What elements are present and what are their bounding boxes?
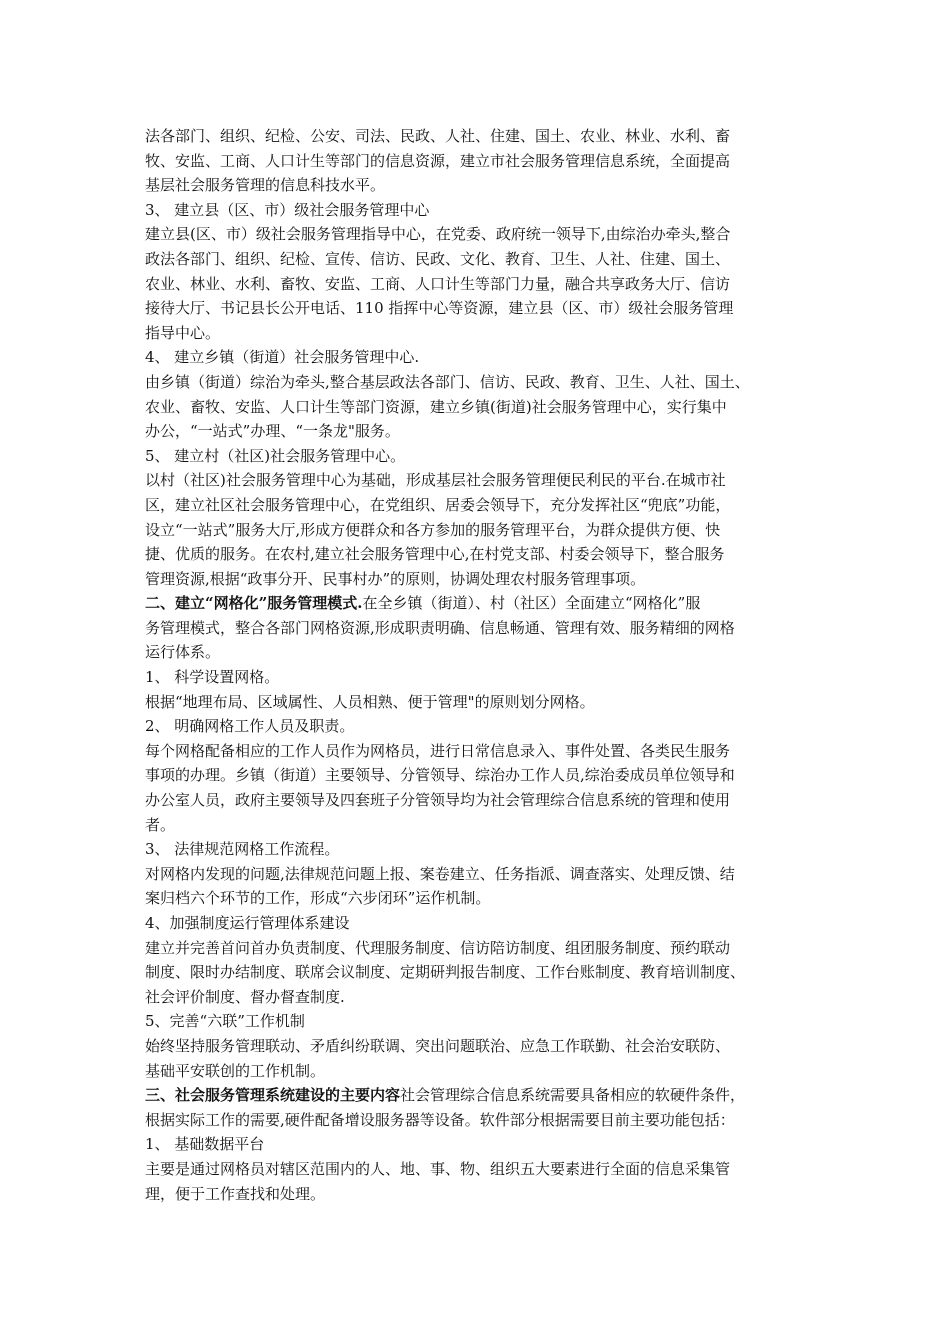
text-line: 根据实际工作的需要,硬件配备增设服务器等设备。软件部分根据需要目前主要功能包括： bbox=[145, 1110, 735, 1129]
text-line: 区，建立社区社会服务管理中心，在党组织、居委会领导下，充分发挥社区“兜底”功能， bbox=[145, 495, 731, 514]
text-line: 指导中心。 bbox=[145, 323, 221, 342]
text-line: 建立县(区、市）级社会服务管理指导中心，在党委、政府统一领导下,由综治办牵头,整合 bbox=[145, 225, 731, 244]
text-line: 根据“地理布局、区域属性、人员相熟、便于管理"的原则划分网格。 bbox=[145, 692, 595, 711]
text-line: 建立并完善首问首办负责制度、代理服务制度、信访陪访制度、组团服务制度、预约联动 bbox=[145, 938, 731, 957]
text-line: 基础平安联创的工作机制。 bbox=[145, 1061, 326, 1080]
text-line: 管理资源,根据“政事分开、民事村办”的原则，协调处理农村服务管理事项。 bbox=[145, 569, 646, 588]
text-line: 始终坚持服务管理联动、矛盾纠纷联调、突出问题联治、应急工作联勤、社会治安联防、 bbox=[145, 1036, 731, 1055]
heading-continuation: 在全乡镇（街道）、村（社区）全面建立“网格化”服 bbox=[362, 594, 701, 613]
section-heading: 5、 建立村（社区)社会服务管理中心。 bbox=[145, 446, 406, 465]
text-line: 接待大厅、书记县长公开电话、110 指挥中心等资源，建立县（区、市）级社会服务管理 bbox=[145, 299, 734, 318]
text-line: 法各部门、组织、纪检、公安、司法、民政、人社、住建、国土、农业、林业、水利、畜 bbox=[145, 127, 731, 145]
text-line: 设立“一站式”服务大厅,形成方便群众和各方参加的服务管理平台，为群众提供方便、快 bbox=[145, 520, 721, 539]
main-heading: 三、社会服务管理系统建设的主要内容 bbox=[145, 1086, 401, 1105]
text-line: 事项的办理。乡镇（街道）主要领导、分管领导、综治办工作人员,综治委成员单位领导和 bbox=[145, 766, 735, 785]
text-line: 社会评价制度、督办督查制度. bbox=[145, 987, 345, 1006]
text-line: 运行体系。 bbox=[145, 643, 221, 662]
text-line: 农业、畜牧、安监、人口计生等部门资源，建立乡镇(街道)社会服务管理中心，实行集中 bbox=[145, 397, 727, 416]
section-heading: 3、 建立县（区、市）级社会服务管理中心 bbox=[145, 200, 430, 219]
section-heading: 5、完善“六联”工作机制 bbox=[145, 1012, 305, 1031]
text-line: 案归档六个环节的工作，形成“六步闭环”运作机制。 bbox=[145, 889, 491, 908]
section-heading: 3、 法律规范网格工作流程。 bbox=[145, 840, 340, 859]
text-line: 每个网格配备相应的工作人员作为网格员，进行日常信息录入、事件处置、各类民生服务 bbox=[145, 741, 731, 760]
text-line: 农业、林业、水利、畜牧、安监、工商、人口计生等部门力量，融合共享政务大厅、信访 bbox=[145, 274, 731, 293]
main-heading-line bbox=[145, 591, 835, 616]
text-line: 理，便于工作查找和处理。 bbox=[145, 1184, 326, 1203]
text-line: 办公室人员，政府主要领导及四套班子分管领导均为社会管理综合信息系统的管理和使用 bbox=[145, 791, 731, 810]
text-line: 对网格内发现的问题,法律规范问题上报、案卷建立、任务指派、调查落实、处理反馈、结 bbox=[145, 864, 735, 883]
text-line: 牧、安监、工商、人口计生等部门的信息资源，建立市社会服务管理信息系统，全面提高 bbox=[145, 151, 731, 170]
heading-continuation: 社会管理综合信息系统需要具备相应的软硬件条件， bbox=[400, 1086, 746, 1105]
text-line: 基层社会服务管理的信息科技水平。 bbox=[145, 176, 386, 195]
main-heading-line bbox=[145, 1083, 835, 1108]
text-line: 政法各部门、组织、纪检、宣传、信访、民政、文化、教育、卫生、人社、住建、国土、 bbox=[145, 249, 731, 268]
section-heading: 4、 建立乡镇（街道）社会服务管理中心. bbox=[145, 348, 420, 367]
text-line: 捷、优质的服务。在农村,建立社会服务管理中心,在村党支部、村委会领导下，整合服务 bbox=[145, 545, 725, 564]
section-heading: 1、 科学设置网格。 bbox=[145, 668, 280, 687]
section-heading: 1、 基础数据平台 bbox=[145, 1135, 265, 1154]
text-line: 办公，“一站式”办理、“一条龙"服务。 bbox=[145, 422, 400, 441]
document-body bbox=[145, 124, 835, 1206]
text-line: 制度、限时办结制度、联席会议制度、定期研判报告制度、工作台账制度、教育培训制度、 bbox=[145, 963, 746, 982]
text-line: 由乡镇（街道）综治为牵头,整合基层政法各部门、信访、民政、教育、卫生、人社、国土、 bbox=[145, 372, 750, 391]
text-line: 以村（社区)社会服务管理中心为基础，形成基层社会服务管理便民利民的平台.在城市社 bbox=[145, 471, 726, 490]
main-heading: 二、建立“网格化”服务管理模式. bbox=[145, 594, 363, 613]
text-line: 主要是通过网格员对辖区范围内的人、地、事、物、组织五大要素进行全面的信息采集管 bbox=[145, 1159, 731, 1178]
section-heading: 4、加强制度运行管理体系建设 bbox=[145, 914, 350, 932]
text-line: 务管理模式，整合各部门网格资源,形成职责明确、信息畅通、管理有效、服务精细的网格 bbox=[145, 618, 735, 637]
section-heading: 2、 明确网格工作人员及职责。 bbox=[145, 717, 355, 736]
text-line: 者。 bbox=[145, 815, 176, 834]
